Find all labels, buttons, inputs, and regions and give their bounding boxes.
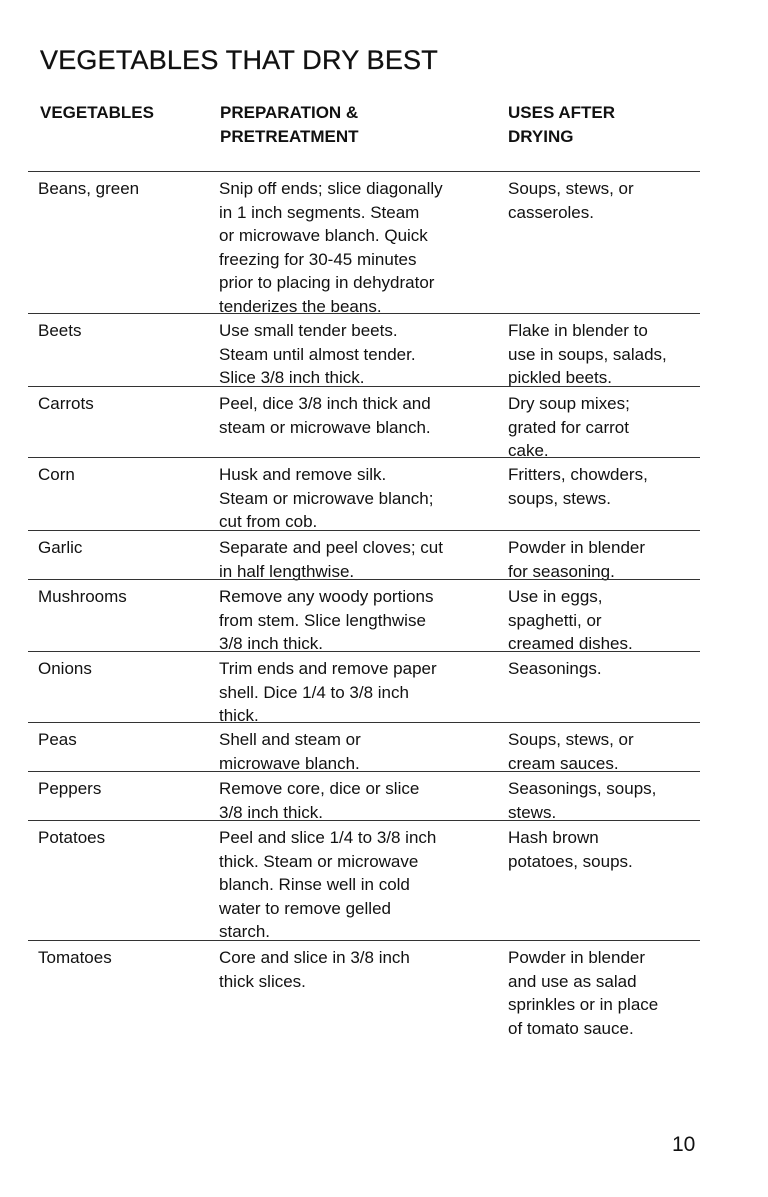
- vegetable-name: Peas: [38, 730, 77, 749]
- preparation-text: Snip off ends; slice diagonally in 1 inch segments. Steam or microwave blanch. Quick freezing for 30-45 minutes prior to placing in dehydrator tenderizes the beans.: [219, 179, 443, 316]
- preparation-text: Shell and steam or microwave blanch.: [219, 730, 361, 773]
- column-header-uses: USES AFTER DRYING: [508, 103, 616, 146]
- vegetable-name: Potatoes: [38, 828, 106, 847]
- column-header-vegetables: VEGETABLES: [40, 103, 154, 122]
- table-row: [28, 940, 700, 1041]
- preparation-text: Core and slice in 3/8 inch thick slices.: [219, 948, 410, 991]
- uses-text: Seasonings.: [508, 659, 602, 678]
- table-row: [28, 457, 700, 530]
- page-title: VEGETABLES THAT DRY BEST: [40, 45, 438, 75]
- uses-text: Powder in blender for seasoning.: [508, 538, 646, 581]
- vegetable-name: Onions: [38, 659, 92, 678]
- preparation-text: Peel and slice 1/4 to 3/8 inch thick. Steam or microwave blanch. Rinse well in cold water to remove gelled starch.: [219, 828, 437, 942]
- preparation-text: Separate and peel cloves; cut in half lengthwise.: [219, 538, 443, 581]
- uses-text: Fritters, chowders, soups, stews.: [508, 465, 648, 508]
- table-row: [28, 530, 700, 579]
- preparation-text: Peel, dice 3/8 inch thick and steam or microwave blanch.: [219, 394, 431, 437]
- table-row: [28, 771, 700, 820]
- table-row: [28, 579, 700, 654]
- vegetable-name: Garlic: [38, 538, 83, 557]
- uses-text: Dry soup mixes; grated for carrot cake.: [508, 394, 630, 461]
- table-row: [28, 313, 700, 386]
- preparation-text: Husk and remove silk. Steam or microwave blanch; cut from cob.: [219, 465, 434, 532]
- preparation-text: Remove any woody portions from stem. Slice lengthwise 3/8 inch thick.: [219, 587, 434, 654]
- vegetable-name: Carrots: [38, 394, 94, 413]
- vegetable-name: Mushrooms: [38, 587, 127, 606]
- table-row: [28, 722, 700, 771]
- uses-text: Soups, stews, or cream sauces.: [508, 730, 634, 773]
- vegetable-name: Beans, green: [38, 179, 140, 198]
- page-number: 10: [672, 1133, 696, 1156]
- vegetable-name: Peppers: [38, 779, 102, 798]
- preparation-text: Remove core, dice or slice 3/8 inch thick.: [219, 779, 420, 822]
- vegetable-name: Beets: [38, 321, 82, 340]
- table-row: [28, 171, 700, 316]
- uses-text: Seasonings, soups, stews.: [508, 779, 657, 822]
- vegetables-table: [28, 171, 700, 1041]
- table-header: [40, 101, 700, 161]
- uses-text: Use in eggs, spaghetti, or creamed dishes.: [508, 587, 633, 654]
- preparation-text: Trim ends and remove paper shell. Dice 1/4 to 3/8 inch thick.: [219, 659, 437, 726]
- uses-text: Hash brown potatoes, soups.: [508, 828, 633, 871]
- column-header-preparation: PREPARATION & PRETREATMENT: [220, 103, 359, 146]
- uses-text: Soups, stews, or casseroles.: [508, 179, 634, 222]
- uses-text: Flake in blender to use in soups, salads, pickled beets.: [508, 321, 667, 388]
- vegetable-name: Tomatoes: [38, 948, 112, 967]
- uses-text: Powder in blender and use as salad sprinkles or in place of tomato sauce.: [508, 948, 659, 1038]
- table-row: [28, 820, 700, 940]
- vegetable-name: Corn: [38, 465, 75, 484]
- table-row: [28, 386, 700, 461]
- table-row: [28, 651, 700, 726]
- preparation-text: Use small tender beets. Steam until almost tender. Slice 3/8 inch thick.: [219, 321, 416, 388]
